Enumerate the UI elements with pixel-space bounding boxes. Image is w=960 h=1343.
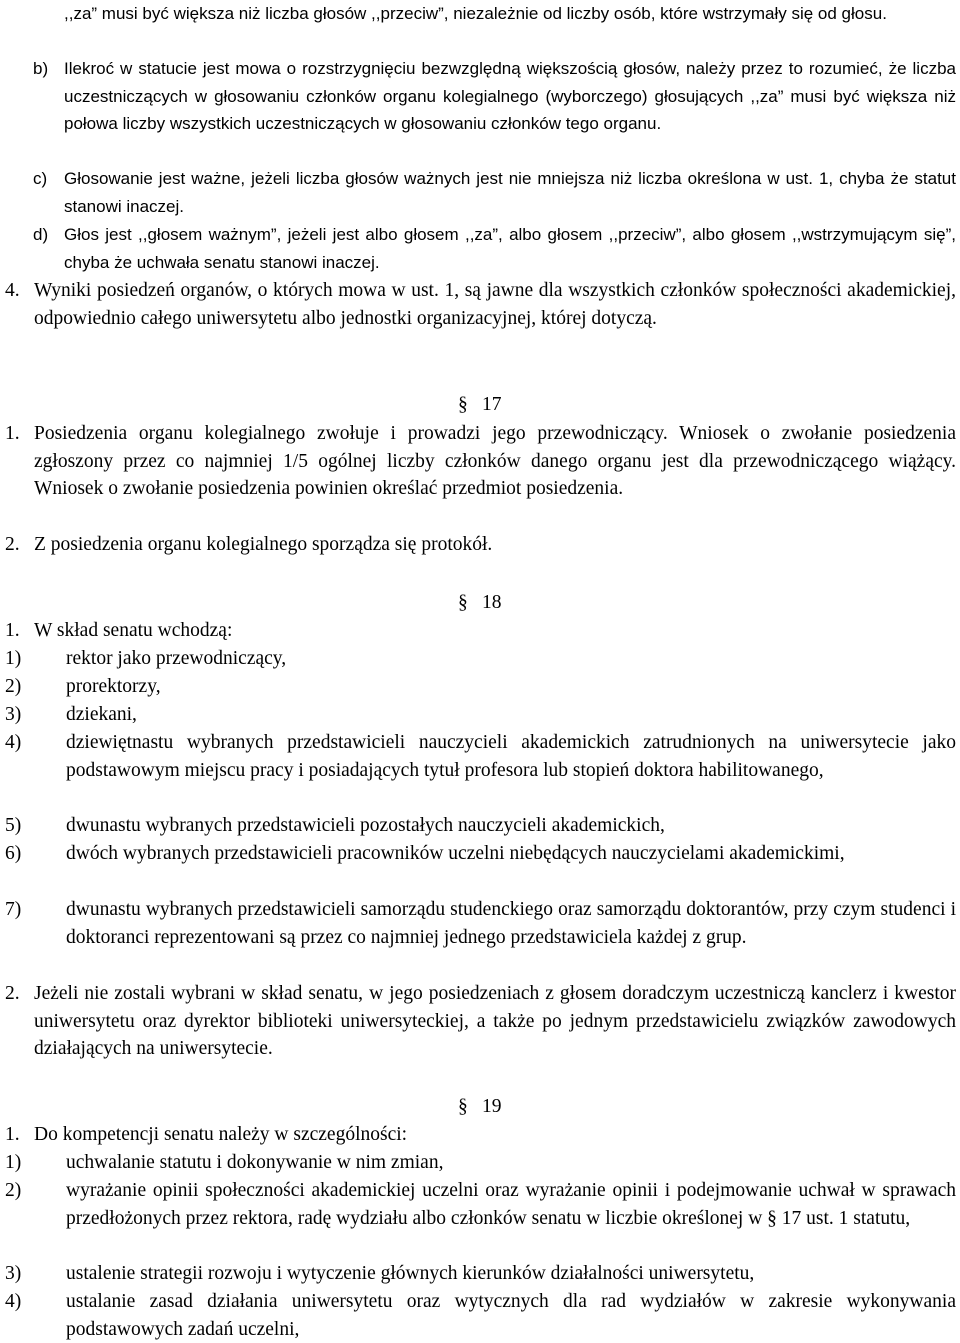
point-d bbox=[0, 221, 960, 276]
list-item-number: 3) bbox=[5, 704, 22, 725]
section-heading-17 bbox=[458, 391, 502, 419]
s18-list-item-6 bbox=[0, 840, 960, 868]
list-item-text: ustalenie strategii rozwoju i wytyczenie głównych kierunków działalności uniwersytetu, bbox=[66, 1263, 755, 1284]
list-item-text: ustalanie zasad działania uniwersytetu oraz wytycznych dla rad wydziałów w zakresie wykonywania podstawowych zadań uczelni, bbox=[66, 1291, 956, 1340]
s19-paragraph-1 bbox=[0, 1121, 960, 1149]
point-c bbox=[0, 165, 960, 220]
list-item-number: 5) bbox=[5, 815, 22, 836]
s17-paragraph-2 bbox=[0, 531, 960, 559]
list-item-text: rektor jako przewodniczący, bbox=[66, 648, 287, 669]
list-item-text: dziewiętnastu wybranych przedstawicieli nauczycieli akademickich zatrudnionych na uniwersytecie jako podstawowym miejscu pracy i posiadających tytuł profesora lub stopień doktora habilitowanego, bbox=[66, 732, 956, 781]
paragraph-text: Wyniki posiedzeń organów, o których mowa w ust. 1, są jawne dla wszystkich członków społeczności akademickiej, odpowiednio całego uniwersytetu albo jednostki organizacyjnej, której dotyczą. bbox=[34, 280, 956, 329]
list-item-number: 2) bbox=[5, 1180, 22, 1201]
list-item-number: 2) bbox=[5, 676, 22, 697]
section-number: 19 bbox=[482, 1096, 502, 1117]
point-number: d) bbox=[33, 225, 49, 244]
point-text: Głosowanie jest ważne, jeżeli liczba głosów ważnych jest nie mniejsza niż liczba określona w ust. 1, chyba że statut stanowi inaczej. bbox=[64, 169, 956, 216]
list-item-number: 7) bbox=[5, 899, 22, 920]
paragraph-continuation bbox=[0, 0, 960, 28]
list-item-text: wyrażanie opinii społeczności akademickiej uczelni oraz wyrażanie opinii i podejmowanie uchwał w sprawach przedłożonych przez rektora, radę wydziału albo członków senatu w liczbie określonej w § 17 ust. 1 statutu, bbox=[66, 1180, 956, 1229]
section-heading-18 bbox=[458, 589, 502, 617]
s18-list-item-4 bbox=[0, 729, 960, 784]
list-item-number: 4) bbox=[5, 1291, 22, 1312]
list-item-number: 1) bbox=[5, 648, 22, 669]
list-item-text: dziekani, bbox=[66, 704, 137, 725]
paragraph-4 bbox=[0, 277, 960, 332]
paragraph-number: 1. bbox=[5, 423, 20, 444]
s18-list-item-5 bbox=[0, 812, 960, 840]
point-b bbox=[0, 55, 960, 138]
paragraph-number: 4. bbox=[5, 280, 20, 301]
section-heading-19 bbox=[458, 1093, 502, 1121]
s18-list-item-7 bbox=[0, 896, 960, 951]
section-symbol: § bbox=[458, 1096, 468, 1117]
paragraph-number: 1. bbox=[5, 1124, 20, 1145]
paragraph-text: Do kompetencji senatu należy w szczególności: bbox=[34, 1124, 408, 1145]
list-item-text: dwóch wybranych przedstawicieli pracowników uczelni niebędących nauczycielami akademickimi, bbox=[66, 843, 845, 864]
list-item-number: 3) bbox=[5, 1263, 22, 1284]
paragraph-number: 1. bbox=[5, 620, 20, 641]
list-item-number: 1) bbox=[5, 1152, 22, 1173]
point-number: c) bbox=[33, 169, 48, 188]
list-item-text: prorektorzy, bbox=[66, 676, 161, 697]
list-item-number: 6) bbox=[5, 843, 22, 864]
s18-paragraph-2 bbox=[0, 980, 960, 1063]
section-number: 18 bbox=[482, 592, 502, 613]
s17-paragraph-1 bbox=[0, 420, 960, 503]
point-number: b) bbox=[33, 59, 49, 78]
paragraph-text: Posiedzenia organu kolegialnego zwołuje i prowadzi jego przewodniczący. Wniosek o zwołanie posiedzenia zgłoszony przez co najmniej 1/5 ogólnej liczby członków danego organu jest dla przewodniczącego wiążący. Wniosek o zwołanie posiedzenia powinien określać przedmiot posiedzenia. bbox=[34, 423, 956, 499]
s18-list-item-3 bbox=[0, 701, 960, 729]
paragraph-text: ,,za” musi być większa niż liczba głosów ,,przeciw”, niezależnie od liczby osób, które wstrzymały się od głosu. bbox=[64, 4, 887, 23]
s19-list-item-4 bbox=[0, 1288, 960, 1343]
paragraph-text: Jeżeli nie zostali wybrani w skład senatu, w jego posiedzeniach z głosem doradczym uczestniczą kanclerz i kwestor uniwersytetu oraz dyrektor biblioteki uniwersyteckiej, a także po jednym przedstawicielu związków zawodowych działających na uniwersytecie. bbox=[34, 983, 956, 1059]
list-item-number: 4) bbox=[5, 732, 22, 753]
list-item-text: dwunastu wybranych przedstawicieli pozostałych nauczycieli akademickich, bbox=[66, 815, 665, 836]
s19-list-item-2 bbox=[0, 1177, 960, 1232]
paragraph-number: 2. bbox=[5, 534, 20, 555]
section-number: 17 bbox=[482, 394, 502, 415]
s18-list-item-1 bbox=[0, 645, 960, 673]
paragraph-text: Z posiedzenia organu kolegialnego sporządza się protokół. bbox=[34, 534, 493, 555]
s18-paragraph-1 bbox=[0, 617, 960, 645]
list-item-text: dwunastu wybranych przedstawicieli samorządu studenckiego oraz samorządu doktorantów, przy czym studenci i doktoranci reprezentowani są przez co najmniej jednego przedstawiciela każdej z grup. bbox=[66, 899, 956, 948]
paragraph-number: 2. bbox=[5, 983, 20, 1004]
list-item-text: uchwalanie statutu i dokonywanie w nim zmian, bbox=[66, 1152, 444, 1173]
point-text: Głos jest ,,głosem ważnym”, jeżeli jest albo głosem ,,za”, albo głosem ,,przeciw”, albo głosem ,,wstrzymującym się”, chyba że uchwała senatu stanowi inaczej. bbox=[64, 225, 956, 272]
section-symbol: § bbox=[458, 592, 468, 613]
s19-list-item-3 bbox=[0, 1260, 960, 1288]
s18-list-item-2 bbox=[0, 673, 960, 701]
s19-list-item-1 bbox=[0, 1149, 960, 1177]
section-symbol: § bbox=[458, 394, 468, 415]
paragraph-text: W skład senatu wchodzą: bbox=[34, 620, 233, 641]
point-text: Ilekroć w statucie jest mowa o rozstrzygnięciu bezwzględną większością głosów, należy przez to rozumieć, że liczba uczestniczących w głosowaniu członków organu kolegialnego (wyborczego) głosujących ,,za” musi być większa niż połowa liczby wszystkich uczestniczących w głosowaniu członków tego organu. bbox=[64, 59, 956, 133]
